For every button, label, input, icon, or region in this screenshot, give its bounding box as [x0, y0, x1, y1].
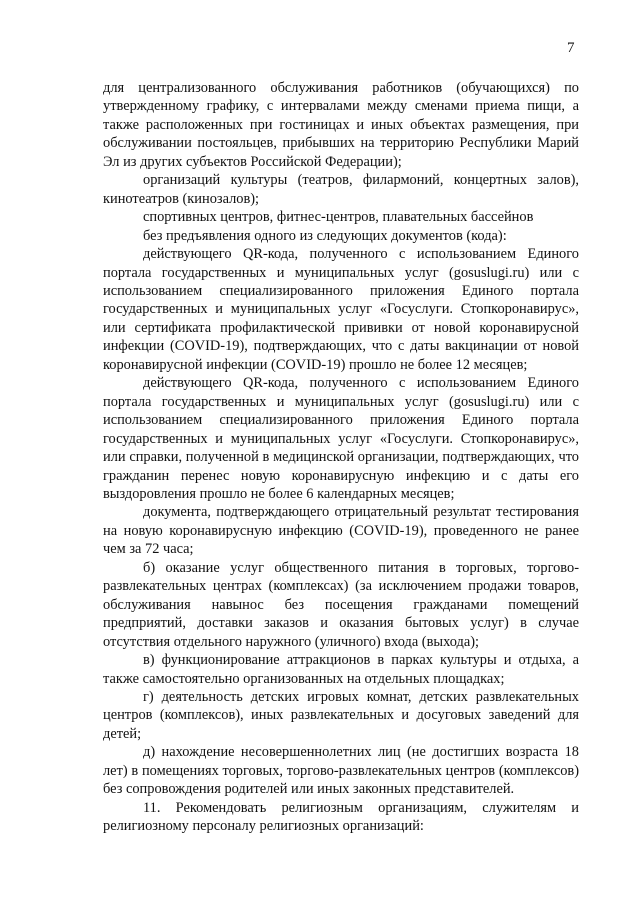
paragraph-3: спортивных центров, фитнес-центров, плавательных бассейнов [143, 209, 534, 226]
paragraph-2: организаций культуры (театров, филармоний, концертных залов), кинотеатров (кинозалов); [103, 172, 579, 207]
paragraph-8: б) оказание услуг общественного питания в торговых, торгово-развлекательных центрах (комплексах) (за исключением продажи товаров, обслуживания навынос без посещения гражданами помещений предприятий, доставки заказов и оказания бытовых услуг) в случае отсутствия отдельного наружного (уличного) входа (выхода); [103, 559, 579, 650]
paragraph-5: действующего QR-кода, полученного с использованием Единого портала государственных и муниципальных услуг (gosuslugi.ru) или с использованием специализированного приложения Единого портала государственных и муниципальных услуг «Госуслуги. Стопкоронавирус», или сертификата профилактической прививки от новой коронавирусной инфекции (COVID-19), подтверждающих, что с даты вакцинации от новой коронавирусной инфекции (COVID-19) прошло не более 12 месяцев; [103, 246, 579, 373]
paragraph-4: без предъявления одного из следующих документов (кода): [143, 227, 507, 244]
paragraph-10: г) деятельность детских игровых комнат, детских развлекательных центров (комплексов), иных развлекательных и досуговых заведений для детей; [103, 688, 579, 742]
paragraph-6: действующего QR-кода, полученного с использованием Единого портала государственных и муниципальных услуг (gosuslugi.ru) или с использованием специализированного приложения Единого портала государственных и муниципальных услуг «Госуслуги. Стопкоронавирус», или справки, полученной в медицинской организации, подтверждающих, что гражданин перенес новую коронавирусную инфекцию и с даты его выздоровления прошло не более 6 календарных месяцев; [103, 375, 579, 502]
paragraph-1: для централизованного обслуживания работников (обучающихся) по утвержденному графику, с интервалами между сменами приема пищи, а также расположенных при гостиницах и иных объектах размещения, при обслуживании постояльцев, прибывших на территорию Республики Марий Эл из других субъектов Российской Федерации); [103, 80, 579, 170]
paragraph-12: 11. Рекомендовать религиозным организациям, служителям и религиозному персоналу религиозных организаций: [103, 799, 579, 835]
page-number: 7 [567, 40, 575, 56]
paragraph-11: д) нахождение несовершеннолетних лиц (не достигших возраста 18 лет) в помещениях торговых, торгово-развлекательных центров (комплексов) без сопровождения родителей или иных законных представителей. [103, 744, 579, 798]
paragraph-9: в) функционирование аттракционов в парках культуры и отдыха, а также самостоятельно организованных на отдельных площадках; [103, 652, 579, 687]
paragraph-7: документа, подтверждающего отрицательный результат тестирования на новую коронавирусную инфекцию (COVID-19), проведенного не ранее чем за 72 часа; [103, 504, 579, 558]
document-body [103, 79, 579, 836]
